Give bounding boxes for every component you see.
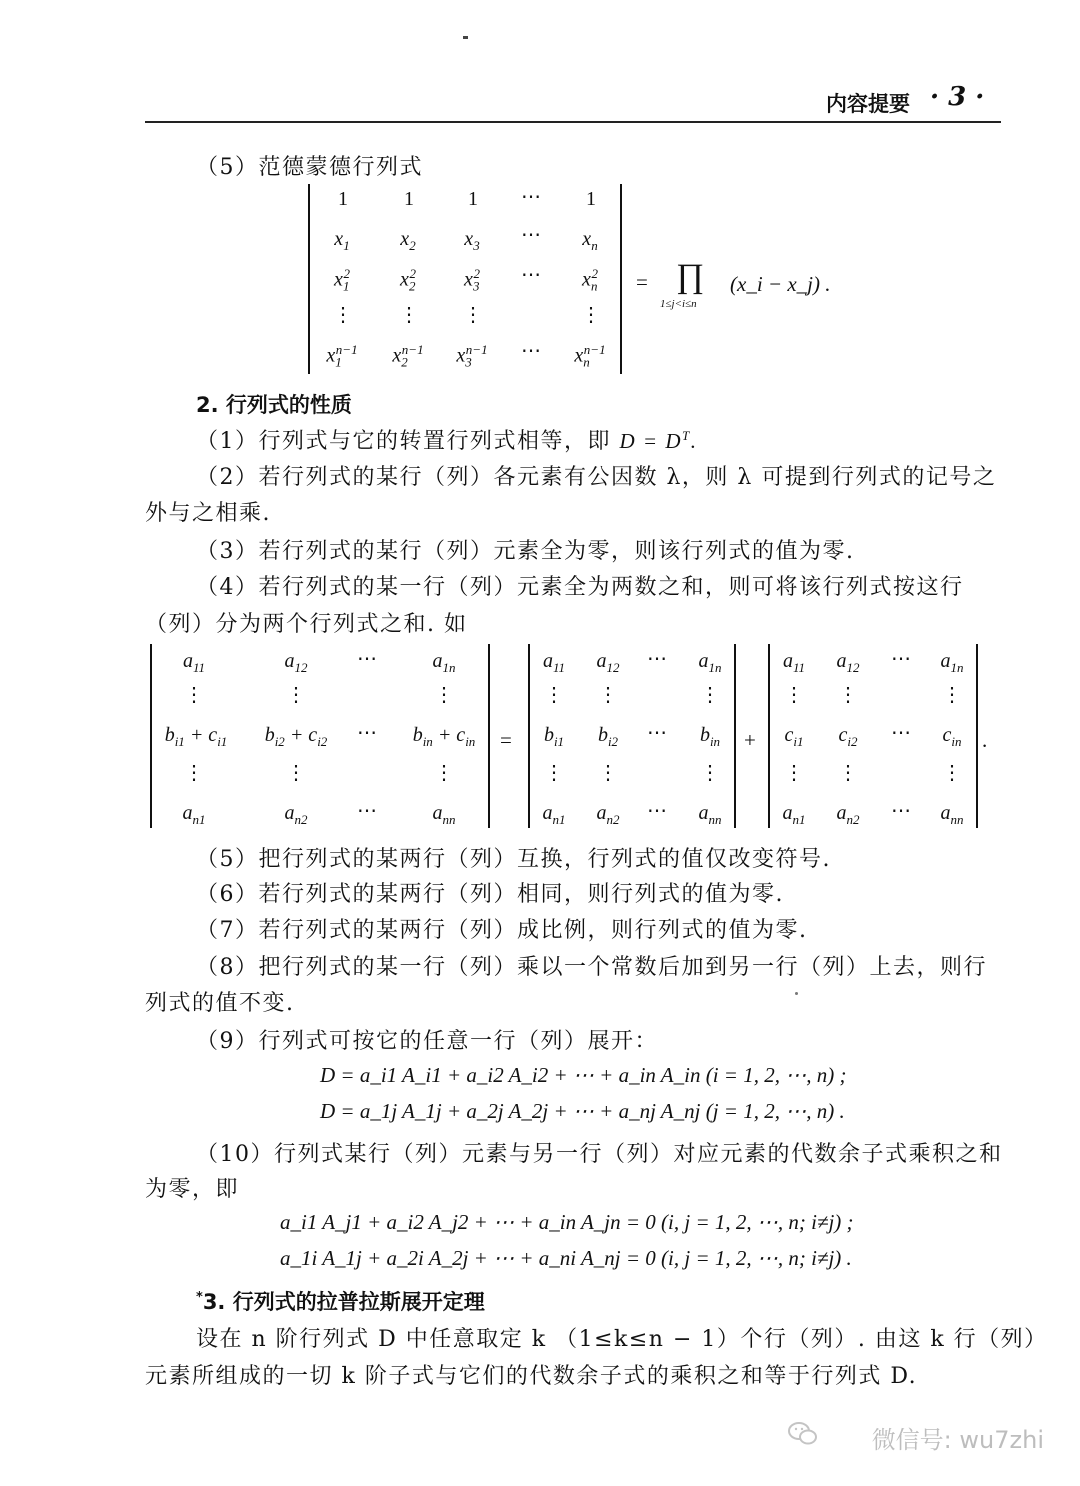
det-cell: ⋯ <box>521 224 541 246</box>
det-cell: ⋮ <box>333 304 353 326</box>
det-cell: ⋮ <box>184 684 204 706</box>
section-2-title: 2. 行列式的性质 <box>196 393 352 417</box>
sum-period: . <box>982 728 988 752</box>
det-cell: $x_n^{n-1}$ <box>574 342 606 370</box>
property-9: （9）行列式可按它的任意一行（列）展开： <box>196 1029 658 1054</box>
det-cell: $a_{n2}$ <box>836 802 860 827</box>
det-cell: ⋮ <box>399 304 419 326</box>
det-cell: $x_3^2$ <box>464 266 480 294</box>
cofactor-zero-row: a_i1 A_j1 + a_i2 A_j2 + ⋯ + a_in A_jn = 0 (i, j = 1, 2, ⋯, n; i≠j) ; <box>280 1210 854 1234</box>
det-cell: $x_2^{n-1}$ <box>392 342 424 370</box>
running-head: 内容提要 <box>826 92 910 116</box>
det-cell: 1 <box>468 188 478 210</box>
det-cell: $a_{n1}$ <box>782 802 806 827</box>
det-cell: $x_3^{n-1}$ <box>456 342 488 370</box>
det-cell: ⋯ <box>357 800 377 822</box>
det-cell: $a_{1n}$ <box>698 650 722 675</box>
det-cell: $a_{nn}$ <box>432 802 456 827</box>
sum-plus: + <box>744 728 756 752</box>
det-cell: $b_{i1} + c_{i1}$ <box>164 724 228 749</box>
det-cell: ⋮ <box>544 762 564 784</box>
det-cell: ⋮ <box>184 762 204 784</box>
property-1-math: $D = D^T$. <box>619 428 698 453</box>
det-cell: $b_{in} + c_{in}$ <box>412 724 476 749</box>
property-10-line2: 为零，即 <box>145 1177 240 1202</box>
det-cell: ⋯ <box>891 648 911 670</box>
print-speck <box>795 992 798 995</box>
det-cell: ⋯ <box>647 800 667 822</box>
det-cell: $x_2$ <box>400 228 416 253</box>
det-cell: $a_{n1}$ <box>182 802 206 827</box>
det-cell: ⋮ <box>784 684 804 706</box>
det-cell: ⋮ <box>463 304 483 326</box>
vandermonde-equals: = <box>636 270 648 294</box>
det-cell: $a_{11}$ <box>542 650 566 675</box>
det-cell: $x_2^2$ <box>400 266 416 294</box>
optional-star: * <box>196 1290 203 1305</box>
section-3-title <box>196 1286 485 1316</box>
det-cell: $a_{n1}$ <box>542 802 566 827</box>
product-symbol: ∏ <box>676 258 704 295</box>
watermark-text: 微信号: wu7zhi <box>871 1426 1044 1454</box>
det-cell: 1 <box>586 188 596 210</box>
det-cell: $a_{12}$ <box>596 650 620 675</box>
det-cell: $x_3$ <box>464 228 480 253</box>
row-expansion-formula: D = a_i1 A_i1 + a_i2 A_i2 + ⋯ + a_in A_in (i = 1, 2, ⋯, n) ; <box>320 1063 847 1087</box>
det-cell: $a_{nn}$ <box>698 802 722 827</box>
vandermonde-determinant <box>308 184 622 374</box>
det-cell: ⋯ <box>521 340 541 362</box>
det-cell: ⋮ <box>838 684 858 706</box>
det-cell: $b_{i2} + c_{i2}$ <box>264 724 328 749</box>
property-1 <box>196 424 698 455</box>
det-cell: $a_{12}$ <box>284 650 308 675</box>
property-1-math-body: D = D <box>619 429 683 453</box>
property-5: （5）把行列式的某两行（列）互换，行列式的值仅改变符号. <box>196 847 831 872</box>
det-cell: ⋮ <box>838 762 858 784</box>
property-10-line1: （10）行列式某行（列）元素与另一行（列）对应元素的代数余子式乘积之和 <box>196 1142 1003 1167</box>
det-cell: $a_{12}$ <box>836 650 860 675</box>
det-cell: 1 <box>338 188 348 210</box>
property-3: （3）若行列式的某行（列）元素全为零，则该行列式的值为零. <box>196 539 855 564</box>
det-cell: ⋯ <box>647 722 667 744</box>
header-rule <box>145 121 1001 123</box>
det-cell: ⋮ <box>434 684 454 706</box>
determinant-sum-lhs <box>150 644 490 828</box>
det-cell: ⋯ <box>357 648 377 670</box>
property-7: （7）若行列式的某两行（列）成比例，则行列式的值为零. <box>196 918 808 943</box>
det-cell: $c_{i2}$ <box>838 724 858 749</box>
det-cell: $a_{11}$ <box>782 650 806 675</box>
det-cell: ⋮ <box>434 762 454 784</box>
laplace-line1: 设在 n 阶行列式 D 中任意取定 k （1≤k≤n − 1）个行（列）. 由这 k 行（列） <box>196 1327 1048 1352</box>
det-cell: ⋯ <box>521 264 541 286</box>
property-8-line1: （8）把行列式的某一行（列）乘以一个常数后加到另一行（列）上去，则行 <box>196 955 987 980</box>
det-cell: $x_n^2$ <box>582 266 598 294</box>
det-cell: ⋮ <box>942 762 962 784</box>
det-cell: $x_1^{n-1}$ <box>326 342 358 370</box>
property-2-line1: （2）若行列式的某行（列）各元素有公因数 λ，则 λ 可提到行列式的记号之 <box>196 465 997 490</box>
column-expansion-formula: D = a_1j A_1j + a_2j A_2j + ⋯ + a_nj A_nj (j = 1, 2, ⋯, n) . <box>320 1099 845 1123</box>
det-cell: $a_{n2}$ <box>284 802 308 827</box>
transpose-sup: T <box>682 428 691 443</box>
det-cell: $c_{in}$ <box>942 724 962 749</box>
det-cell: $c_{i1}$ <box>784 724 804 749</box>
det-cell: ⋯ <box>891 800 911 822</box>
det-cell: $a_{11}$ <box>182 650 206 675</box>
property-8-line2: 列式的值不变. <box>145 991 295 1016</box>
property-1-text: （1）行列式与它的转置行列式相等，即 <box>196 429 611 454</box>
det-cell: ⋯ <box>647 648 667 670</box>
det-cell: $b_{in}$ <box>699 724 721 749</box>
section-3-title-text: 3. 行列式的拉普拉斯展开定理 <box>202 1290 485 1314</box>
det-cell: ⋮ <box>784 762 804 784</box>
property-4-line1: （4）若行列式的某一行（列）元素全为两数之和，则可将该行列式按这行 <box>196 575 964 600</box>
item-vandermonde-title: （5）范德蒙德行列式 <box>196 155 423 180</box>
wechat-icon <box>788 1421 818 1447</box>
det-cell: ⋮ <box>598 684 618 706</box>
determinant-sum-c <box>768 644 978 828</box>
det-cell: ⋮ <box>544 684 564 706</box>
sum-equals: = <box>500 728 512 752</box>
det-cell: ⋮ <box>598 762 618 784</box>
product-index: 1≤j<i≤n <box>660 298 697 310</box>
property-2-line2: 外与之相乘. <box>145 501 271 526</box>
det-cell: ⋮ <box>942 684 962 706</box>
det-cell: ⋮ <box>581 304 601 326</box>
det-cell: ⋯ <box>521 186 541 208</box>
determinant-sum-b <box>528 644 736 828</box>
det-cell: $b_{i2}$ <box>597 724 619 749</box>
det-cell: $a_{n2}$ <box>596 802 620 827</box>
property-6: （6）若行列式的某两行（列）相同，则行列式的值为零. <box>196 882 784 907</box>
det-cell: $a_{1n}$ <box>940 650 964 675</box>
cofactor-zero-column: a_1i A_1j + a_2i A_2j + ⋯ + a_ni A_nj = 0 (i, j = 1, 2, ⋯, n; i≠j) . <box>280 1246 852 1270</box>
det-cell: $a_{nn}$ <box>940 802 964 827</box>
print-speck <box>463 36 468 39</box>
page-number: · 3 · <box>930 82 985 112</box>
det-cell: $x_1$ <box>334 228 350 253</box>
det-cell: $x_n$ <box>582 228 598 253</box>
det-cell: $x_1^2$ <box>334 266 350 294</box>
product-factor: (x_i − x_j) . <box>730 272 831 296</box>
det-cell: $a_{1n}$ <box>432 650 456 675</box>
det-cell: ⋮ <box>700 762 720 784</box>
det-cell: $b_{i1}$ <box>543 724 565 749</box>
det-cell: ⋮ <box>286 684 306 706</box>
det-cell: ⋮ <box>286 762 306 784</box>
det-cell: ⋯ <box>891 722 911 744</box>
det-cell: ⋯ <box>357 722 377 744</box>
det-cell: ⋮ <box>700 684 720 706</box>
laplace-line2: 元素所组成的一切 k 阶子式与它们的代数余子式的乘积之和等于行列式 D. <box>145 1364 918 1389</box>
det-cell: 1 <box>404 188 414 210</box>
property-4-line2: （列）分为两个行列式之和. 如 <box>145 612 468 637</box>
